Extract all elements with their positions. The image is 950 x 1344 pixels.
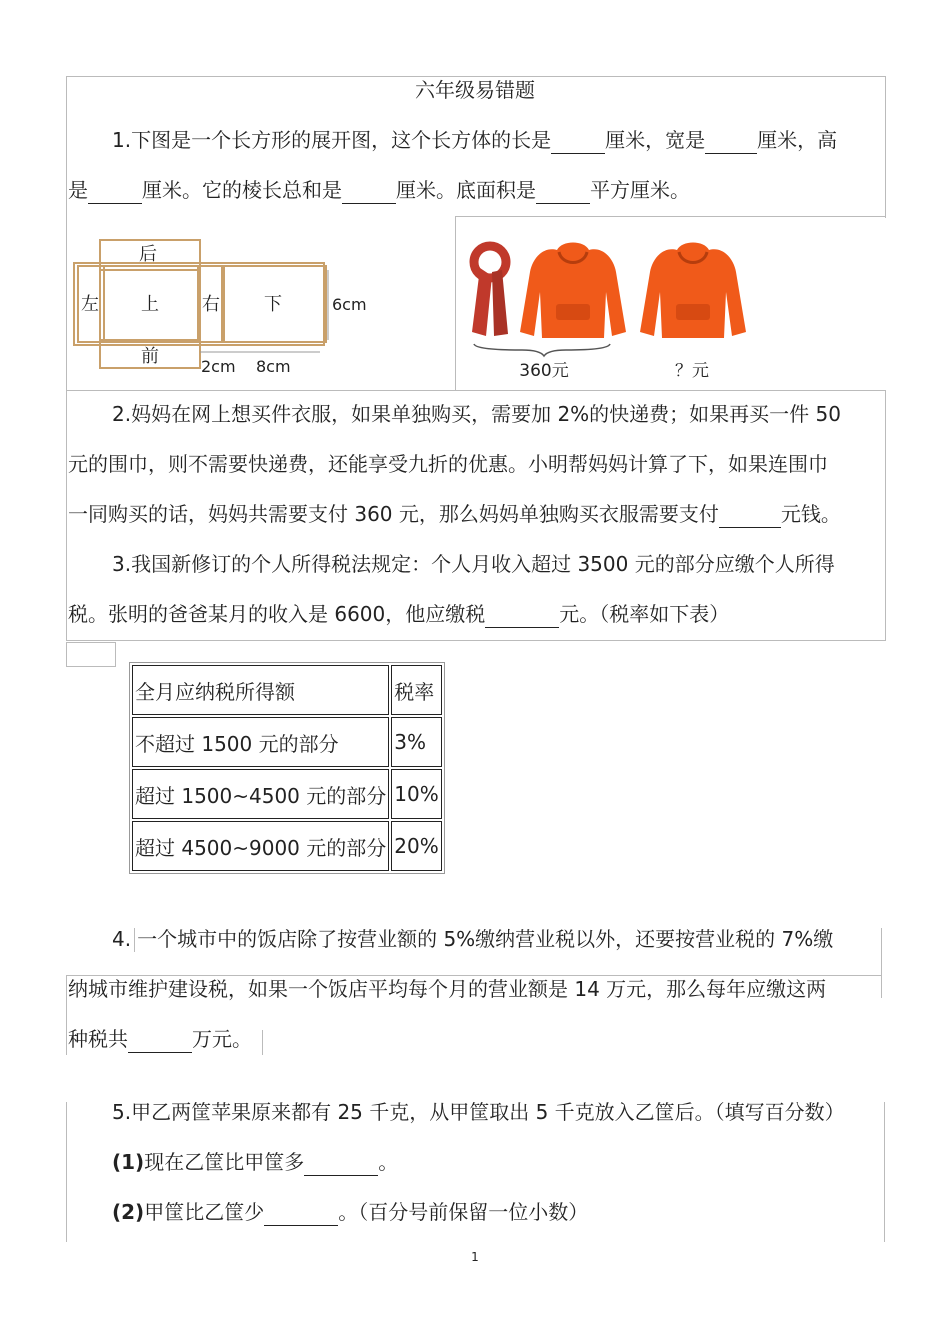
frame-line: [66, 76, 67, 640]
page-title: 六年级易错题: [415, 78, 535, 102]
table-header-row: [132, 665, 442, 715]
frame-line: [455, 216, 456, 390]
q4-text: 万元。: [192, 1027, 252, 1051]
q4-text: 一个城市中的饭店除了按营业额的 5%缴纳营业税以外，还要按营业税的 7%缴: [137, 927, 834, 951]
scarf-icon: [472, 246, 508, 336]
q1-text: 厘米。底面积是: [396, 178, 536, 202]
q5-part2: [112, 1198, 588, 1226]
label-right: 右: [202, 294, 220, 315]
frame-line: [66, 642, 67, 667]
frame-line: [881, 928, 882, 998]
q1-text: 1.下图是一个长方形的展开图，这个长方体的长是: [112, 128, 552, 152]
q1-text: 是: [68, 178, 88, 202]
answer-blank[interactable]: [342, 181, 396, 204]
q1-line1: [112, 126, 837, 154]
q4-number: 4.: [112, 927, 132, 951]
q3-text: 税。张明的爸爸某月的收入是 6600，他应缴税: [68, 602, 486, 626]
answer-blank[interactable]: [536, 181, 590, 204]
q2-line3: [68, 500, 841, 528]
clothes-illustration: [462, 232, 762, 382]
answer-blank[interactable]: [88, 181, 142, 204]
q5-part1: [112, 1148, 398, 1176]
q2-text: 一同购买的话，妈妈共需要支付 360 元，那么妈妈单独购买衣服需要支付: [68, 502, 719, 526]
hoodie-icon: [520, 243, 626, 339]
label-dim-a: 2cm: [201, 357, 236, 376]
frame-line: [66, 390, 886, 391]
frame-line: [885, 390, 886, 640]
label-front: 前: [141, 346, 159, 367]
frame-line: [115, 642, 116, 667]
q4-line3: [68, 1025, 252, 1053]
answer-blank[interactable]: [485, 605, 559, 628]
q3-line1: 3.我国新修订的个人所得税法规定：个人月收入超过 3500 元的部分应缴个人所得: [112, 552, 835, 576]
answer-blank[interactable]: [719, 505, 781, 528]
answer-blank[interactable]: [304, 1153, 378, 1176]
q2-text: 元钱。: [780, 502, 841, 526]
q5-line1: 5.甲乙两筐苹果原来都有 25 千克，从甲筐取出 5 千克放入乙筐后。（填写百分数）: [112, 1100, 845, 1124]
q4-line2: 纳城市维护建设税，如果一个饭店平均每个月的营业额是 14 万元，那么每年应缴这两: [68, 977, 827, 1001]
answer-blank[interactable]: [551, 131, 605, 154]
table-cell: 超过 4500~9000 元的部分: [132, 821, 389, 871]
label-height: 6cm: [332, 295, 367, 314]
q1-text: 厘米，高: [757, 128, 838, 152]
table-cell: 3%: [391, 717, 441, 767]
q5-part1-number: (1): [112, 1150, 145, 1174]
tax-rate-table: [129, 662, 445, 874]
q4-line1: [112, 925, 833, 953]
q2-line2: 元的围巾，则不需要快递费，还能享受九折的优惠。小明帮妈妈计算了下，如果连围巾: [68, 452, 828, 476]
label-bottom-face: 下: [264, 294, 282, 315]
page-number: 1: [471, 1250, 479, 1264]
table-cell: 20%: [391, 821, 441, 871]
frame-line: [66, 975, 67, 1055]
answer-blank[interactable]: [128, 1030, 192, 1053]
q1-line2: [68, 176, 690, 204]
frame-line: [66, 640, 886, 641]
answer-blank[interactable]: [264, 1203, 338, 1226]
answer-blank[interactable]: [705, 131, 757, 154]
q4-text: 种税共: [68, 1027, 128, 1051]
cuboid-net-diagram: [70, 230, 390, 380]
q5-part2-number: (2): [112, 1200, 145, 1224]
table-header-cell: 全月应纳税所得额: [132, 665, 389, 715]
frame-line: [66, 642, 116, 643]
q1-text: 厘米，宽是: [605, 128, 706, 152]
label-left: 左: [81, 294, 99, 315]
table-cell: 不超过 1500 元的部分: [132, 717, 389, 767]
table-cell: 超过 1500~4500 元的部分: [132, 769, 389, 819]
table-row: [132, 769, 442, 819]
q5-text: 。（百分号前保留一位小数）: [338, 1200, 589, 1224]
frame-line: [455, 216, 886, 217]
label-dim-b: 8cm: [256, 357, 291, 376]
frame-line: [66, 666, 116, 667]
table-row: [132, 821, 442, 871]
q3-text: 元。（税率如下表）: [559, 602, 730, 626]
label-top: 上: [141, 294, 159, 315]
table-cell: 10%: [391, 769, 441, 819]
q3-line2: [68, 600, 729, 628]
frame-line: [884, 1102, 885, 1242]
frame-line: [262, 1030, 263, 1055]
q1-text: 厘米。它的棱长总和是: [142, 178, 342, 202]
bundle-brace: [474, 344, 610, 356]
q5-text: 现在乙筐比甲筐多: [144, 1150, 305, 1174]
q5-text: 甲筐比乙筐少: [144, 1200, 265, 1224]
q5-text: 。: [378, 1150, 399, 1174]
table-row: [132, 717, 442, 767]
hoodie-icon: [640, 243, 746, 339]
q2-line1: 2.妈妈在网上想买件衣服，如果单独购买，需要加 2%的快递费；如果再买一件 50: [112, 402, 841, 426]
price-set: 360元: [519, 361, 569, 381]
table-header-cell: 税率: [391, 665, 441, 715]
price-single: ？元: [675, 361, 709, 381]
frame-line: [66, 1102, 67, 1242]
label-back: 后: [139, 244, 157, 265]
q1-text: 平方厘米。: [590, 178, 690, 202]
